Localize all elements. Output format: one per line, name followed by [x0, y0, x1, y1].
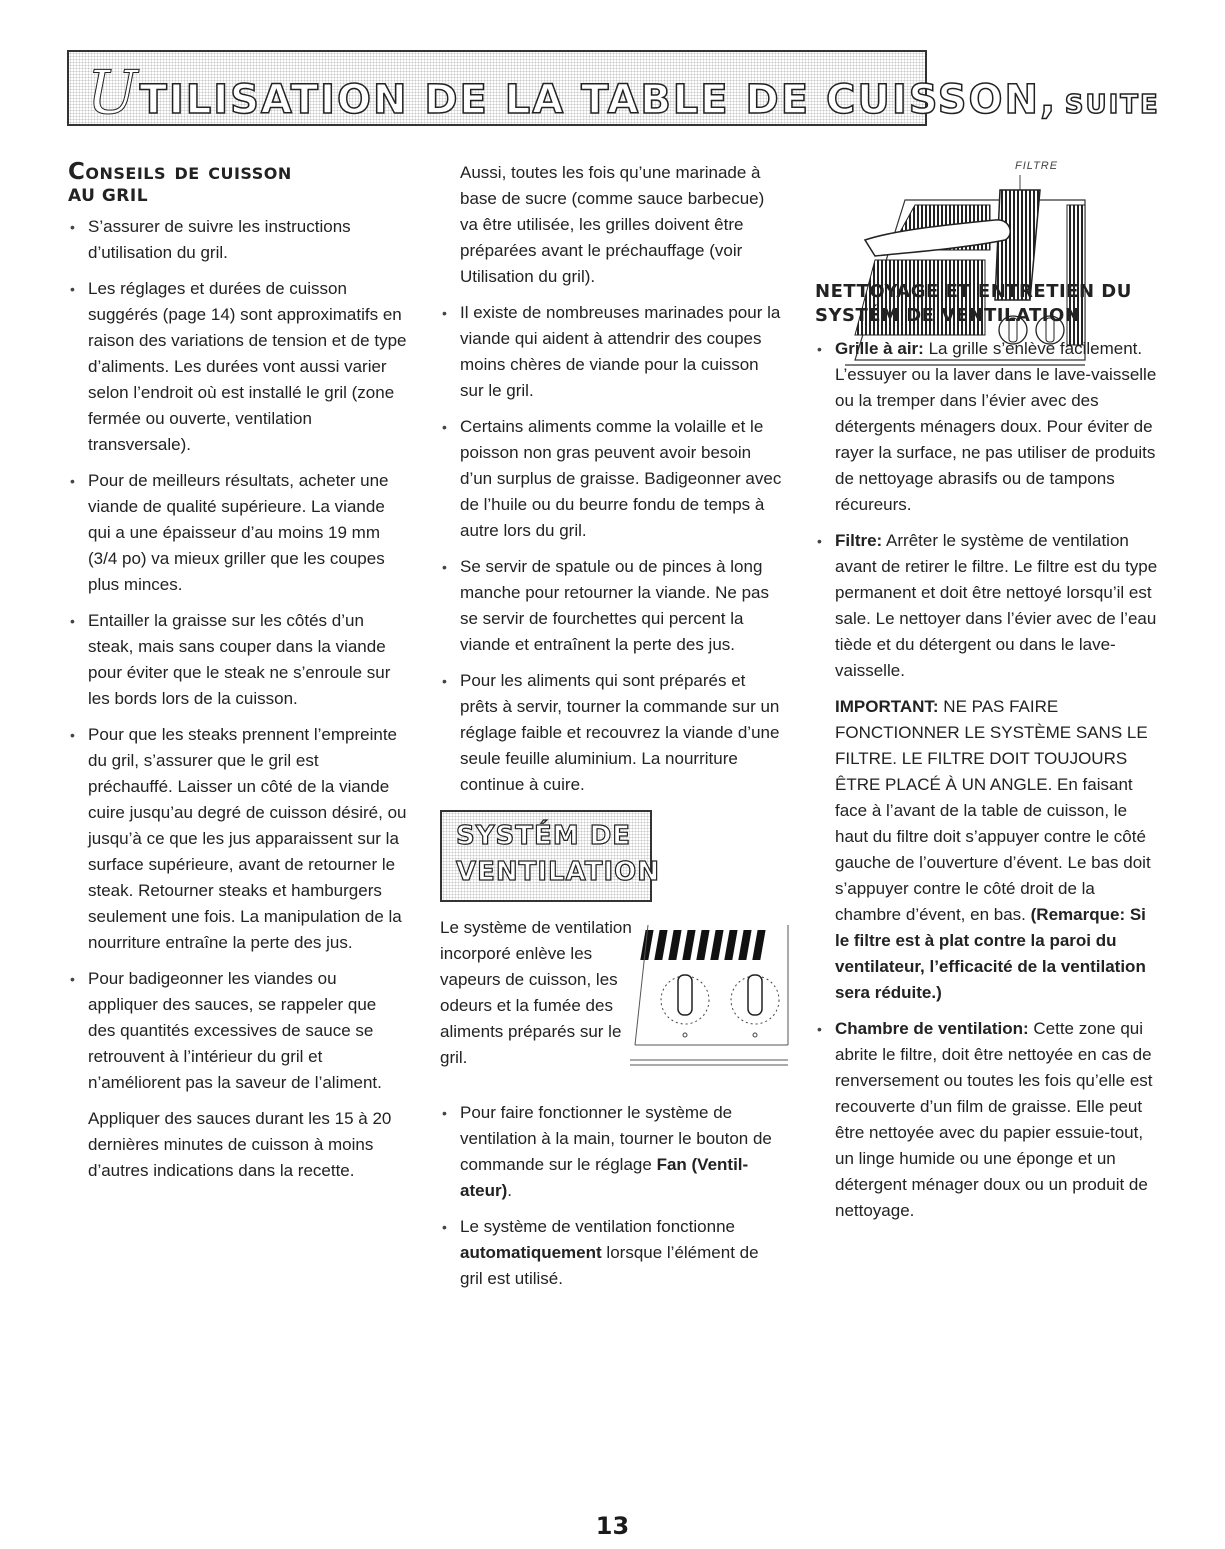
list-item	[440, 1214, 780, 1292]
list-item: • Il existe de nombreuses marinades pour la viande qui aident à attendrir des coupes moins chères de viande pour la cuisson sur le gril.	[440, 300, 785, 404]
filtre-label: Filtre:	[835, 531, 883, 550]
list-item: • Pour badigeonner les viandes ou appliquer des sauces, se rappeler que des quantités excessives de sauce se retrouvent à l’intérieur du gril et n’améliorent pas la saveur de l’aliment.	[68, 966, 408, 1096]
grille-label: Grille à air:	[835, 339, 924, 358]
ventilation-title	[456, 818, 660, 890]
grill-tips-subheading: AU GRIL	[68, 186, 149, 206]
list-item: • S’assurer de suivre les instructions d’utilisation du gril.	[68, 214, 408, 266]
maintenance-column	[815, 280, 1160, 1234]
chambre-text: Cette zone qui abrite le filtre, doit être nettoyée en cas de renversement ou toutes les fois qu’elle est recouverte d’un film de graisse. Elle peut être nettoyée avec du papier essuie-tout, un linge humide ou une éponge et un détergent ménager doux ou un produit de nettoyage.	[835, 1019, 1153, 1220]
vent-item1-bold: Fan (Ventil-ateur)	[460, 1155, 749, 1200]
marinade-intro: Aussi, toutes les fois qu’une marinade à base de sucre (comme sauce barbecue) va être utilisée, les grilles doivent être préparées avant le préchauffage (voir Utilisation du gril).	[460, 163, 765, 286]
important-caps: NE PAS FAIRE FONCTIONNER LE SYSTÈME SANS LE FILTRE. LE FILTRE DOIT TOUJOURS ÊTRE PLACÉ À UN ANGLE.	[835, 697, 1148, 794]
page-number: 13	[595, 1512, 630, 1540]
maintenance-heading	[815, 280, 1160, 328]
grill-tips-heading: Conseils de cuisson	[68, 159, 292, 185]
page-title	[87, 58, 1160, 128]
maintenance-heading-line2: SYSTÉM DE VENTILATION	[815, 305, 1081, 326]
vent-item1-end: .	[507, 1181, 512, 1200]
list-item: • Pour de meilleurs résultats, acheter une viande de qualité supérieure. La viande qui a une épaisseur d’au moins 19 mm (3/4 po) va mieux griller que les coupes plus minces.	[68, 468, 408, 598]
vent-item2-bold: automatiquement	[460, 1243, 602, 1262]
ventilation-title-banner	[440, 810, 660, 902]
chambre-label: Chambre de ventilation:	[835, 1019, 1029, 1038]
filtre-text: Arrêter le système de ventilation avant de retirer le filtre. Le filtre est du type permanent et doit être nettoyé lorsqu’il est sale. Le nettoyer dans l’évier avec de l’eau tiède et du détergent ou dans le lave-vaisselle.	[835, 531, 1158, 680]
filter-figure-label: FILTRE	[1015, 160, 1059, 172]
page-title-banner	[67, 50, 1160, 128]
list-item: • Certains aliments comme la volaille et le poisson non gras peuvent avoir besoin d’un surplus de graisse. Badigeonner avec de l’huile ou du beurre fondu de temps à autre lors du gril.	[440, 414, 785, 544]
marinade-list	[440, 300, 785, 798]
grill-tips-column	[68, 160, 408, 1194]
marinade-column	[440, 160, 785, 808]
maintenance-heading-line1: NETTOYAGE ET ENTRETIEN DU	[815, 281, 1132, 302]
grill-tips-list	[68, 214, 408, 1096]
control-knob-icon	[661, 975, 709, 1037]
important-label: IMPORTANT:	[835, 697, 939, 716]
vent-item1-text: Pour faire fonctionner le système de ventilation à la main, tourner le bouton de commande sur le réglage	[460, 1103, 772, 1174]
important-text: En faisant face à l’avant de la table de cuisson, le haut du filtre doit s’appuyer contre le côté gauche de l’ouverture d’évent. Le bas doit s’appuyer contre le côté droit de la chambre d’évent, en bas.	[835, 775, 1151, 924]
list-item	[815, 1016, 1160, 1224]
title-main: TILISATION DE LA TABLE DE CUISSON,	[139, 77, 1058, 123]
list-item	[440, 1100, 780, 1204]
list-item: • Se servir de spatule ou de pinces à long manche pour retourner la viande. Ne pas se servir de fourchettes qui percent la viande et entraînent la perte des jus.	[440, 554, 785, 658]
important-note	[815, 694, 1160, 1006]
vent-grille-icon	[640, 930, 765, 960]
vent-item2-end: lorsque l’élément de gril est utilisé.	[460, 1243, 759, 1288]
ventilation-list	[440, 1100, 780, 1302]
title-initial: U	[87, 58, 140, 128]
maintenance-list	[815, 336, 1160, 684]
vent-controls-illustration	[630, 905, 790, 1085]
list-item: • Pour les aliments qui sont préparés et prêts à servir, tourner la commande sur un réglage faible et recouvrez la viande d’une seule feuille aluminium. La nourriture continue à cuire.	[440, 668, 785, 798]
vent-item2-text: Le système de ventilation fonctionne	[460, 1217, 736, 1236]
list-item: • Les réglages et durées de cuisson suggérés (page 14) sont approximatifs en raison des variations de tension et de type d’aliments. Les durées vont aussi varier selon l’endroit où est installé le gril (zone fermée ou ouverte, ventilation transversale).	[68, 276, 408, 458]
list-item	[815, 336, 1160, 518]
grill-tips-continuation: Appliquer des sauces durant les 15 à 20 dernières minutes de cuisson à moins d’autres indications dans la recette.	[88, 1109, 392, 1180]
control-knob-icon	[731, 975, 779, 1037]
ventilation-intro: Le système de ventilation incorporé enlève les vapeurs de cuisson, les odeurs et la fumée des aliments préparés sur le gril.	[440, 918, 632, 1067]
ventilation-title-line2: VENTILATION	[456, 857, 660, 887]
title-suffix: SUITE	[1064, 90, 1160, 120]
list-item: • Entailler la graisse sur les côtés d’un steak, mais sans couper dans la viande pour éviter que le steak ne s’enroule sur les bords lors de la cuisson.	[68, 608, 408, 712]
list-item	[815, 528, 1160, 684]
grille-text: La grille s’enlève facilement. L’essuyer ou la laver dans le lave-vaisselle ou la tremper dans l’évier avec des détergents ménagers doux. Pour éviter de rayer la surface, ne pas utiliser de produits de nettoyage abrasifs ou de tampons récureurs.	[835, 339, 1157, 514]
ventilation-title-line1: SYSTÉM DE	[456, 821, 632, 851]
remarque-note: (Remarque: Si le filtre est à plat contre la paroi du ventilateur, l’efficacité de la ventilation sera réduite.)	[835, 905, 1146, 1002]
maintenance-list-2	[815, 1016, 1160, 1224]
list-item: • Pour que les steaks prennent l’empreinte du gril, s’assurer que le gril est préchauffé. Laisser un côté de la viande cuire jusqu’au degré de cuisson désiré, ou jusqu’à ce que les jus apparaissent sur la surface supérieure, avant de retourner le steak. Retourner steaks et hamburgers seulement une fois. La manipulation de la nourriture entraîne la perte des jus.	[68, 722, 408, 956]
